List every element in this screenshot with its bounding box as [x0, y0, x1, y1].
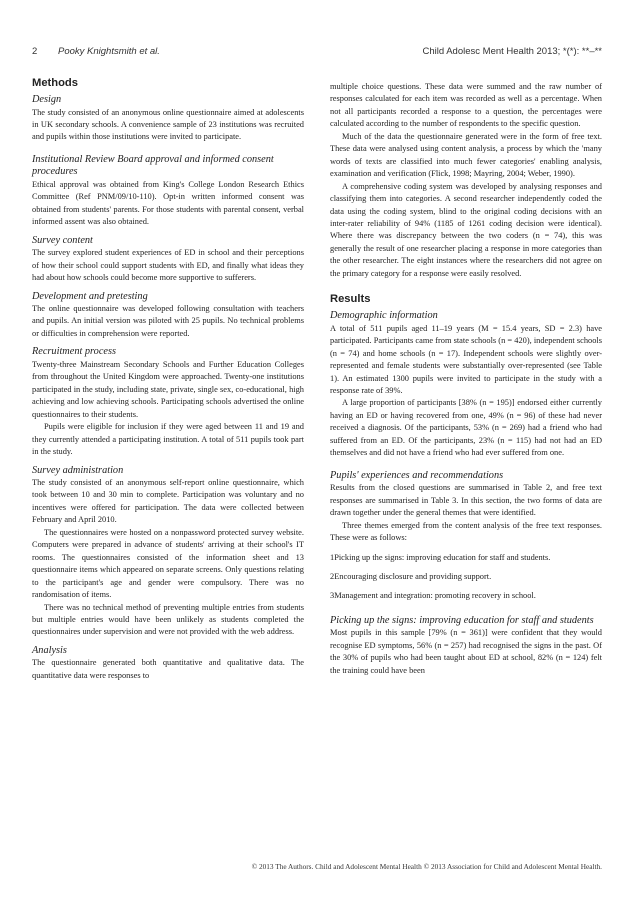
- signs-heading: Picking up the signs: improving education for staff and students: [330, 614, 594, 626]
- analysis-continued-paragraph: multiple choice questions. These data were summed and the raw number of responses calculated for each item was recorded as well as a percentage. When not all participants recorded a response to a question, the percentages were calculated according to the number of respondents to the specific question.: [330, 82, 602, 129]
- left-column: [32, 76, 304, 682]
- development-paragraph: The online questionnaire was developed following consultation with teachers and pupils. An initial version was piloted with 25 pupils. No technical problems or difficulties in comprehension were reported.: [32, 304, 304, 338]
- survey-content-heading: Survey content: [32, 234, 93, 246]
- theme-item-3: 3Management and integration: promoting recovery in school.: [330, 591, 536, 601]
- irb-heading: Institutional Review Board approval and informed consent procedures: [32, 153, 274, 178]
- content-analysis-paragraph: Much of the data the questionnaire generated were in the form of free text. These data were analysed using content analysis, a process by which the 'many words of texts are classified into much fewer categories' enabling analysis, examination and verification (Flick, 1998; Mayring, 2004; Weber, 1990).: [330, 131, 602, 179]
- theme-item-1: 1Picking up the signs: improving education for staff and students.: [330, 552, 551, 562]
- signs-paragraph: Most pupils in this sample [79% (n = 361)] were confident that they would recognise ED symptoms, 56% (n = 257) had recognised the signs in the past. Of the 30% of pupils who had been taught about ED at school, 82% (n = 124) felt the training could have been: [330, 628, 602, 675]
- results-heading: Results: [330, 293, 371, 306]
- theme-item-2: 2Encouraging disclosure and providing support.: [330, 571, 492, 581]
- experiences-paragraph-2: Three themes emerged from the content analysis of the free text responses. These were as follows:: [330, 520, 602, 543]
- recruitment-heading: Recruitment process: [32, 346, 116, 358]
- demographic-paragraph-2: A large proportion of participants [38% (n = 195)] endorsed either currently having an ED or having recovered from one, 49% (n = 96) of these had never received a diagnosis. Of the participants, 53% (n = 269) had a friend who had suffered from an ED. Of the participants, 23% (n = 115) had not had an ED themselves and did not have a friend who had ever suffered from one.: [330, 398, 602, 458]
- irb-paragraph: Ethical approval was obtained from King's College London Research Ethics Committee (Ref PNM/09/10-110). Opt-in written informed consent was obtained from students' parents. For those students with parental consent, verbal informed assent was also obtained.: [32, 179, 304, 227]
- experiences-paragraph-1: Results from the closed questions are summarised in Table 2, and free text responses are summarised in Table 3. In this section, the two forms of data are drawn together under the general themes that were identified.: [330, 483, 602, 518]
- survey-content-paragraph: The survey explored student experiences of ED in school and their perceptions of how their school could support students with ED, and finally what ideas they had about how schools could become more supportive to sufferers.: [32, 248, 304, 283]
- administration-paragraph-1: The study consisted of an anonymous self-report online questionnaire, which took between 10 and 30 min to complete. Participation was voluntary and no incentives were offered for participation. The data were collected between February and April 2010.: [32, 478, 304, 525]
- page-number: 2: [32, 46, 38, 57]
- demographic-paragraph-1: A total of 511 pupils aged 11–19 years (M = 15.4 years, SD = 2.3) have participated. Participants came from state schools (n = 420), independent schools (n = 74) and home schools (n = 17). Independent schools were slightly over-represented and female students were substantially over-represented (see Table 1). An estimated 1300 pupils were invited to participate in the study with a response rate of 39%.: [330, 323, 602, 396]
- eligibility-paragraph: Pupils were eligible for inclusion if they were aged between 11 and 19 and they currently attended a participating institution. A total of 511 pupils took part in the study.: [32, 422, 304, 457]
- administration-paragraph-2: The questionnaires were hosted on a nonpassword protected survey website. Computers were prepared in advance of students' arriving at their school's IT rooms. The questionnaires consisted of the information sheet and 13 questionnaire items which appeared on separate screens. Only questions relating to the participant's age and gender were compulsory. There was no randomisation of items.: [32, 527, 304, 600]
- methods-heading: Methods: [32, 77, 78, 89]
- experiences-heading: Pupils' experiences and recommendations: [330, 469, 504, 481]
- recruitment-paragraph: Twenty-three Mainstream Secondary Schools and Further Education Colleges from throughout the United Kingdom were approached. Twenty-one institutions participated in the study, including state, private, single sex, co-educational, high achieving and low achieving schools. Participating schools advertised the online questionnaires to their students.: [32, 359, 304, 419]
- analysis-heading: Analysis: [32, 644, 67, 656]
- demographic-heading: Demographic information: [330, 310, 438, 322]
- running-header: [32, 46, 602, 62]
- design-paragraph: The study consisted of an anonymous online questionnaire aimed at adolescents in UK secondary schools. A convenience sample of 23 institutions was recruited and pupils within those institutions were invited to participate.: [32, 107, 304, 142]
- running-authors: Pooky Knightsmith et al.: [58, 46, 160, 57]
- administration-heading: Survey administration: [32, 464, 124, 476]
- design-heading: Design: [32, 94, 62, 105]
- right-column: [330, 81, 602, 677]
- coding-paragraph: A comprehensive coding system was developed by analysing responses and classifying them into categories. A second researcher independently coded the data using the coding system, blind to the original coding decisions with an inter-rater reliability of 94% (1185 of 1261 coding decision were identical). Where there was discrepancy between the two coders (n = 74), this was generally the result of one researcher placing a response in more categories than the other researcher. The eight instances where the researchers did not agree on the primary category for a response were easily resolved.: [330, 181, 602, 278]
- administration-paragraph-3: There was no technical method of preventing multiple entries from students but multiple entries would have been unlikely as students completed the questionnaires under supervision and were not provided with the web address.: [32, 602, 304, 637]
- copyright-footer: © 2013 The Authors. Child and Adolescent Mental Health © 2013 Association for Child and Adolescent Mental Health.: [251, 862, 602, 871]
- journal-citation: Child Adolesc Ment Health 2013; *(*): **–**: [422, 46, 602, 57]
- development-heading: Development and pretesting: [32, 290, 148, 302]
- analysis-paragraph: The questionnaire generated both quantitative and qualitative data. The quantitative data were responses to: [32, 658, 304, 680]
